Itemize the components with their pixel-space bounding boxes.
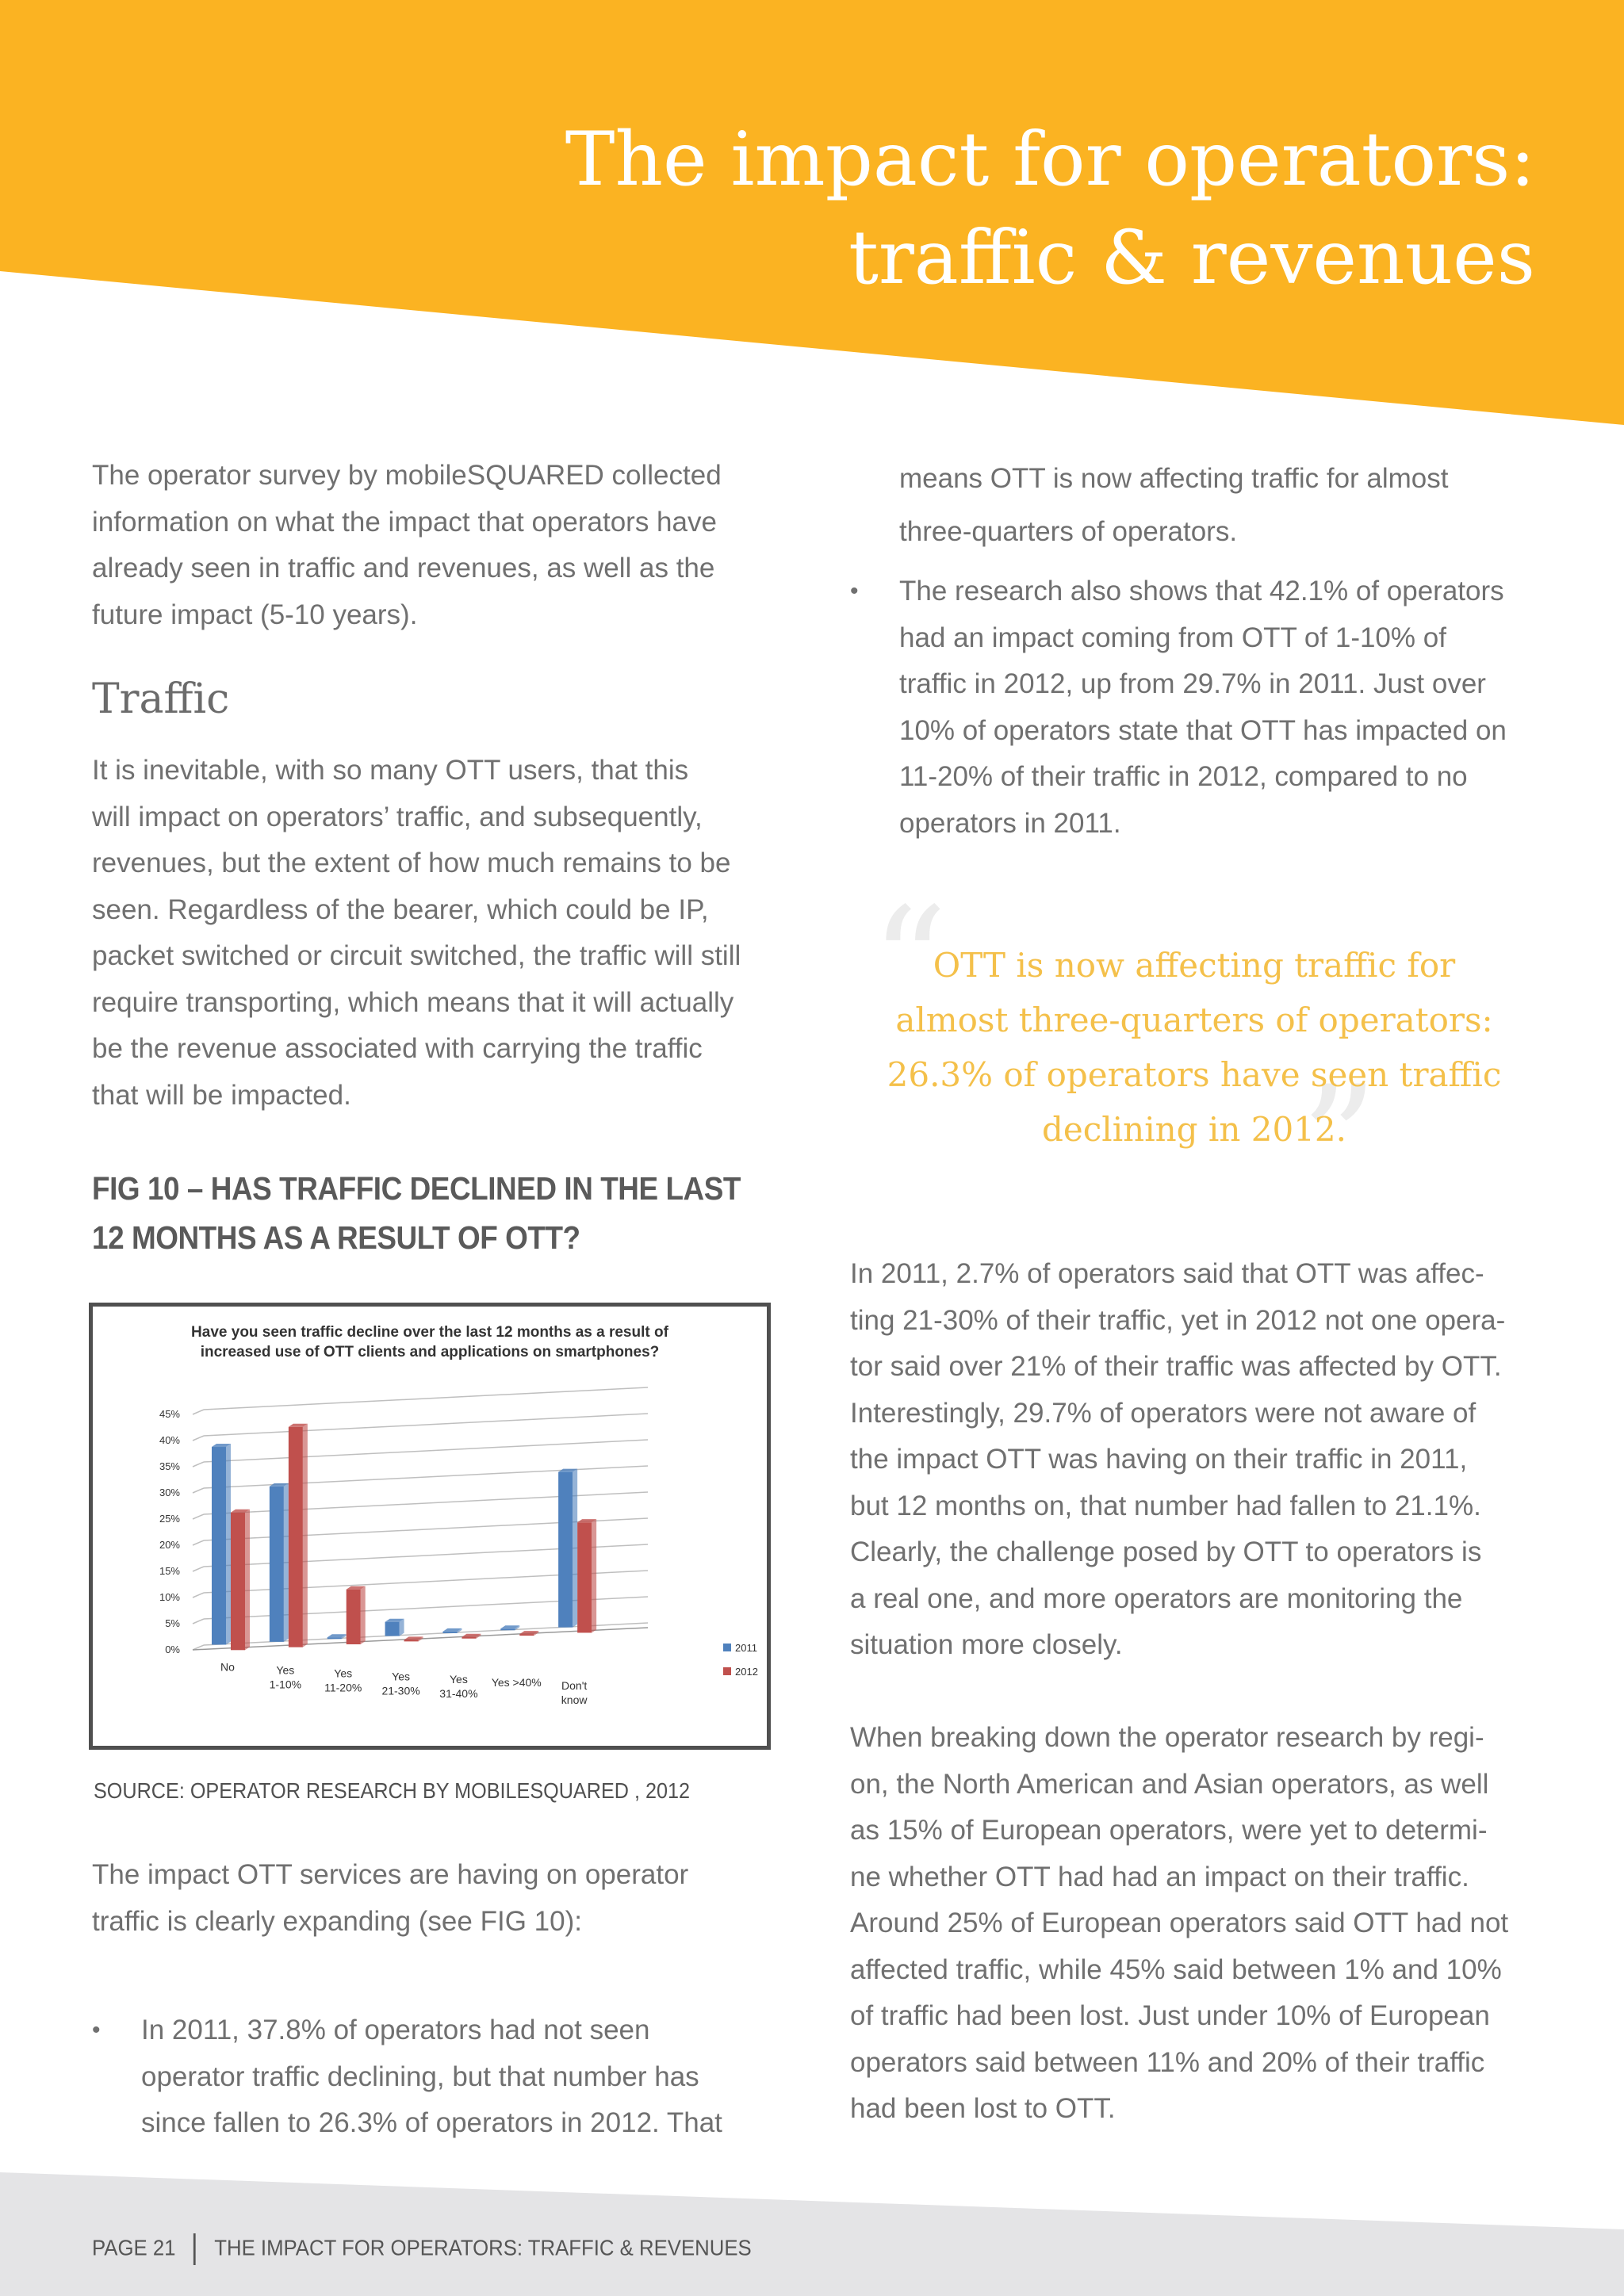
bar-2011 xyxy=(327,1637,342,1639)
paragraph-line: Around 25% of European operators said OTT had not xyxy=(850,1908,1509,1938)
paragraph-line: tor said over 21% of their traffic was affected by OTT. xyxy=(850,1351,1502,1382)
y-tick-label: 20% xyxy=(159,1539,180,1551)
paragraph-line: ting 21-30% of their traffic, yet in 2012 not one opera- xyxy=(850,1304,1506,1336)
bar-2012 xyxy=(462,1637,476,1639)
gridline-diag xyxy=(193,1436,204,1441)
footer-divider xyxy=(193,2233,196,2265)
traffic-line: be the revenue associated with carrying the traffic xyxy=(92,1033,703,1064)
bar-2012 xyxy=(231,1513,245,1651)
bullet-line: had an impact coming from OTT of 1-10% of xyxy=(899,622,1446,653)
traffic-line: require transporting, which means that it will actually xyxy=(92,986,734,1018)
figure-title-line1: FIG 10 – HAS TRAFFIC DECLINED IN THE LAST xyxy=(92,1170,741,1207)
x-tick-label: 11-20% xyxy=(324,1681,362,1694)
bullet-line: The research also shows that 42.1% of operators xyxy=(899,576,1504,607)
paragraph-line: but 12 months on, that number had fallen to 21.1%. xyxy=(850,1490,1481,1521)
gridline-diag xyxy=(193,1567,204,1571)
paragraph-line: affected traffic, while 45% said between 1% and 10% xyxy=(850,1954,1502,1985)
impact-paragraph xyxy=(92,1852,688,1945)
bullet-line: means OTT is now affecting traffic for almost xyxy=(899,463,1449,494)
right-paragraph-2 xyxy=(850,1715,1508,2133)
bullet-icon: • xyxy=(92,2017,101,2043)
gridline-diag xyxy=(193,1410,204,1414)
traffic-paragraph xyxy=(92,748,741,1119)
traffic-heading: Traffic xyxy=(92,675,230,723)
legend-label: 2011 xyxy=(735,1642,757,1654)
paragraph-line: ne whether OTT had had an impact on their traffic. xyxy=(850,1861,1469,1892)
legend-swatch-2012 xyxy=(723,1667,731,1675)
gridline-diag xyxy=(193,1619,204,1624)
page-title-line1: The impact for operators: xyxy=(565,117,1535,203)
bullet-continuation xyxy=(899,452,1449,558)
chart-frame xyxy=(89,1303,771,1750)
intro-line: information on what the impact that operators have xyxy=(92,506,717,538)
footer-section-title: THE IMPACT FOR OPERATORS: TRAFFIC & REVENUES xyxy=(214,2235,752,2260)
x-tick-label: Yes xyxy=(334,1667,353,1680)
open-quote-icon: “ xyxy=(871,875,948,1050)
figure-title xyxy=(92,1164,741,1262)
gridline-diag xyxy=(193,1593,204,1598)
gridline-diag xyxy=(193,1488,204,1493)
gridline xyxy=(204,1387,648,1410)
bullet-line: since fallen to 26.3% of operators in 2012. That xyxy=(141,2107,722,2138)
page-number: PAGE 21 xyxy=(92,2235,176,2260)
paragraph-line: the impact OTT was having on their traffic in 2011, xyxy=(850,1444,1468,1475)
traffic-line: that will be impacted. xyxy=(92,1079,351,1111)
intro-line: already seen in traffic and revenues, as well as the xyxy=(92,553,715,584)
paragraph-line: operators said between 11% and 20% of their traffic xyxy=(850,2046,1485,2078)
y-tick-label: 30% xyxy=(159,1487,180,1498)
chart-title-line2: increased use of OTT clients and applications on smartphones? xyxy=(200,1344,660,1360)
gridline-diag xyxy=(193,1462,204,1467)
bullet-line: operators in 2011. xyxy=(899,807,1121,839)
bar-side-2012 xyxy=(592,1519,596,1632)
impact-line: The impact OTT services are having on operator xyxy=(92,1859,689,1890)
paragraph-line: situation more closely. xyxy=(850,1629,1123,1660)
intro-line: future impact (5-10 years). xyxy=(92,599,418,630)
close-quote-icon: ” xyxy=(1300,1054,1378,1229)
bar-side-2012 xyxy=(245,1510,250,1651)
paragraph-line: on, the North American and Asian operators, as well xyxy=(850,1768,1489,1800)
bar-2012 xyxy=(577,1522,592,1632)
page-title-line2: traffic & revenues xyxy=(848,215,1535,301)
paragraph-line: When breaking down the operator research by regi- xyxy=(850,1722,1484,1753)
right-paragraph-1 xyxy=(850,1251,1505,1669)
paragraph-line: a real one, and more operators are monitoring the xyxy=(850,1582,1463,1614)
y-tick-label: 25% xyxy=(159,1513,180,1525)
paragraph-line: had been lost to OTT. xyxy=(850,2093,1116,2124)
gridline xyxy=(204,1466,648,1488)
pull-quote-line: 26.3% of operators have seen traffic xyxy=(887,1055,1502,1094)
traffic-line: packet switched or circuit switched, the traffic will still xyxy=(92,940,741,971)
bar-2011 xyxy=(385,1622,400,1636)
bar-2011 xyxy=(500,1628,515,1630)
bullet-list-right xyxy=(850,568,1507,847)
gridline xyxy=(204,1414,648,1436)
x-tick-label: Yes xyxy=(276,1663,295,1677)
bar-side-2011 xyxy=(573,1469,577,1628)
x-tick-label: No xyxy=(220,1660,235,1674)
bar-chart xyxy=(93,1307,767,1746)
bullet-icon: • xyxy=(850,578,859,604)
page-footer xyxy=(92,2233,752,2265)
bullet-line: three-quarters of operators. xyxy=(899,516,1238,547)
x-tick-label: know xyxy=(561,1693,588,1706)
bar-2011 xyxy=(442,1632,457,1633)
traffic-line: will impact on operators’ traffic, and subsequently, xyxy=(92,801,703,832)
list-item xyxy=(850,568,1507,847)
bar-side-2012 xyxy=(303,1424,308,1647)
paragraph-line: of traffic had been lost. Just under 10% of European xyxy=(850,2000,1490,2031)
bullet-line: 10% of operators state that OTT has impacted on xyxy=(899,714,1507,746)
bullet-line: operator traffic declining, but that number has xyxy=(141,2061,699,2092)
y-tick-label: 40% xyxy=(159,1434,180,1446)
bullet-line: In 2011, 37.8% of operators had not seen xyxy=(141,2015,650,2045)
chart-title-line1: Have you seen traffic decline over the last 12 months as a result of xyxy=(191,1324,668,1341)
bar-2011 xyxy=(270,1487,284,1642)
bar-2011 xyxy=(558,1472,573,1628)
legend-swatch-2011 xyxy=(723,1644,731,1651)
paragraph-line: Clearly, the challenge posed by OTT to operators is xyxy=(850,1536,1482,1567)
figure-title-line2: 12 MONTHS AS A RESULT OF OTT? xyxy=(92,1219,580,1256)
x-tick-label: 1-10% xyxy=(269,1678,302,1691)
legend-label: 2012 xyxy=(735,1666,758,1678)
y-tick-label: 0% xyxy=(165,1644,180,1655)
figure-source: SOURCE: OPERATOR RESEARCH BY MOBILESQUARED , 2012 xyxy=(94,1778,691,1803)
pull-quote-line: OTT is now affecting traffic for xyxy=(933,946,1456,985)
gridline-diag xyxy=(193,1540,204,1545)
bar-2012 xyxy=(519,1634,534,1636)
traffic-line: It is inevitable, with so many OTT users, that this xyxy=(92,755,689,786)
paragraph-line: In 2011, 2.7% of operators said that OTT was affec- xyxy=(850,1258,1484,1289)
traffic-line: seen. Regardless of the bearer, which could be IP, xyxy=(92,894,709,925)
y-tick-label: 45% xyxy=(159,1408,180,1420)
y-tick-label: 10% xyxy=(159,1591,180,1603)
bar-2012 xyxy=(404,1640,419,1641)
page-title xyxy=(425,111,1535,308)
x-tick-label: 31-40% xyxy=(439,1687,478,1701)
intro-line: The operator survey by mobileSQUARED collected xyxy=(92,460,722,491)
gridline xyxy=(204,1440,648,1462)
x-tick-label: Don't xyxy=(561,1678,588,1692)
paragraph-line: as 15% of European operators, were yet to determi- xyxy=(850,1815,1488,1846)
y-tick-label: 15% xyxy=(159,1565,180,1577)
bar-side-2012 xyxy=(361,1586,366,1644)
x-tick-label: 21-30% xyxy=(381,1684,420,1697)
pull-quote-line: almost three-quarters of operators: xyxy=(895,1001,1493,1039)
x-tick-label: Yes >40% xyxy=(491,1676,542,1689)
bullet-list-left xyxy=(92,2007,722,2147)
intro-paragraph xyxy=(92,453,722,638)
x-tick-label: Yes xyxy=(392,1670,410,1683)
bar-side-2011 xyxy=(226,1444,231,1644)
bar-2012 xyxy=(347,1590,361,1644)
bar-side-2011 xyxy=(284,1483,289,1642)
bullet-line: traffic in 2012, up from 29.7% in 2011. Just over xyxy=(899,668,1486,699)
bar-2012 xyxy=(289,1427,303,1647)
traffic-line: revenues, but the extent of how much remains to be xyxy=(92,848,731,878)
bullet-line: 11-20% of their traffic in 2012, compared to no xyxy=(899,761,1468,792)
pull-quote xyxy=(861,938,1527,1157)
bar-2011 xyxy=(212,1447,226,1644)
x-tick-label: Yes xyxy=(450,1673,468,1686)
y-tick-label: 35% xyxy=(159,1460,180,1472)
paragraph-line: Interestingly, 29.7% of operators were not aware of xyxy=(850,1397,1477,1429)
pull-quote-line: declining in 2012. xyxy=(1042,1110,1346,1149)
impact-line: traffic is clearly expanding (see FIG 10): xyxy=(92,1905,582,1937)
gridline-diag xyxy=(193,1514,204,1519)
list-item xyxy=(92,2007,722,2147)
y-tick-label: 5% xyxy=(165,1617,180,1629)
